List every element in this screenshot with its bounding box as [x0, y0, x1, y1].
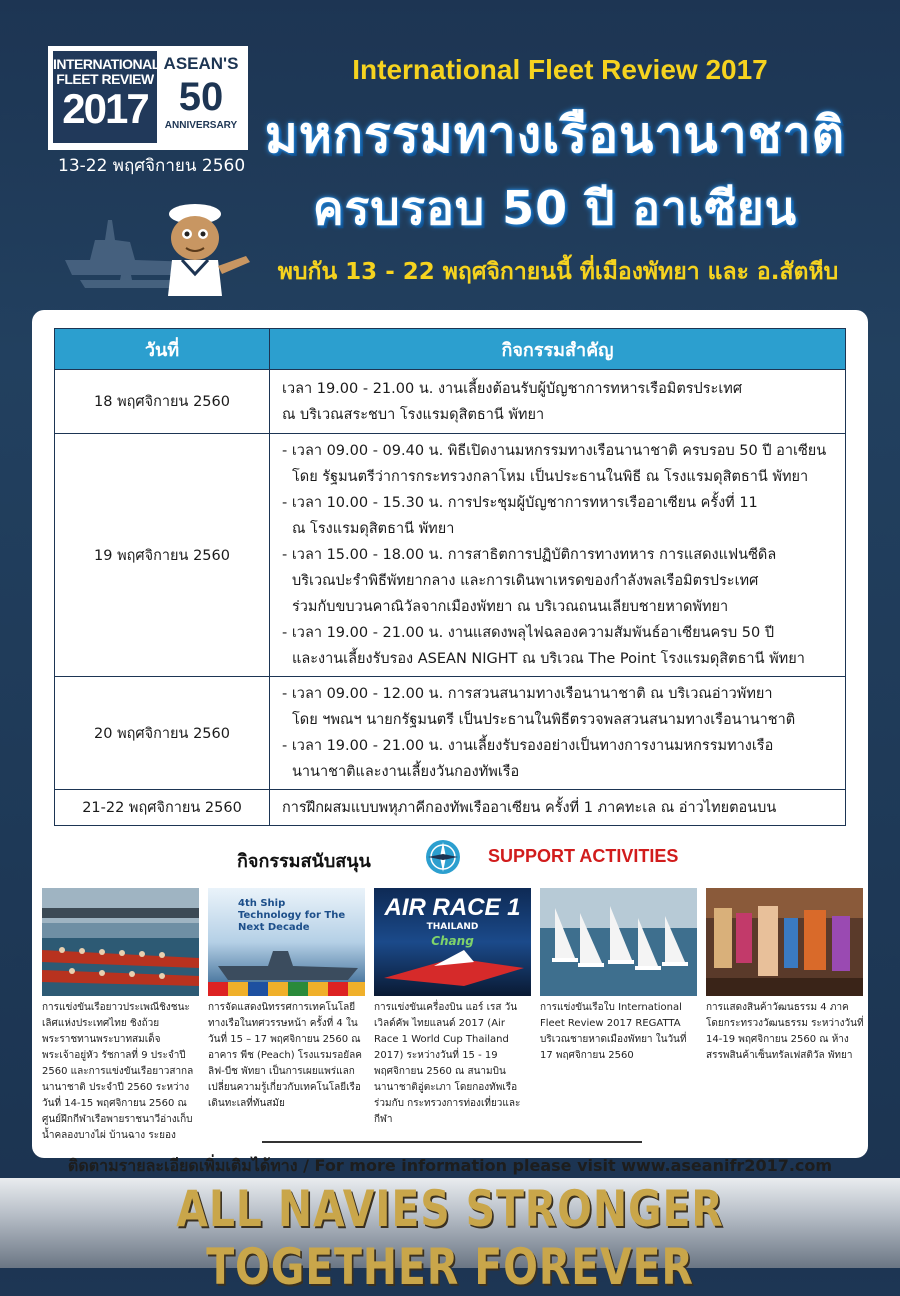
support-title-english: SUPPORT ACTIVITIES — [488, 846, 679, 866]
table-row — [55, 790, 846, 826]
schedule-table — [54, 328, 846, 826]
footer-divider — [262, 1141, 642, 1143]
column-header-activity: กิจกรรมสำคัญ — [270, 329, 846, 370]
row-activities — [270, 434, 846, 677]
activity-line: - เวลา 09.00 - 09.40 น. พิธีเปิดงานมหกรรมทางเรือนานาชาติ ครบรอบ 50 ปี อาเซียน — [282, 443, 827, 459]
table-row — [55, 434, 846, 677]
activity-line: - เวลา 19.00 - 21.00 น. งานแสดงพลุไฟฉลองความสัมพันธ์อาเซียนครบ 50 ปี — [282, 625, 775, 641]
ship-technology-poster — [208, 888, 365, 996]
cultural-market-photo — [706, 888, 863, 996]
ifr-logo-badge — [53, 51, 160, 143]
activity-line: ร่วมกับขบวนคาณิวัลจากเมืองพัทยา ณ บริเวณถนนเลียบชายหาดพัทยา — [292, 599, 729, 615]
logo-line-international: INTERNATIONAL — [53, 56, 160, 72]
poster-subtitle: THAILAND — [426, 922, 479, 932]
activity-line: - เวลา 19.00 - 21.00 น. งานเลี้ยงรับรองอย่างเป็นทางการงานมหกรรมทางเรือ — [282, 738, 774, 754]
support-caption: การจัดแสดงนิทรรศการเทคโนโลยีทางเรือในทศวรรษหน้า ครั้งที่ 4 ในวันที่ 15 – 17 พฤศจิกายน 2560 ณ อาคาร พีช (Peach) โรงแรมรอยัลคลิฟ-บีช พัทยา เป็นการเผยแพร่แลกเปลี่ยนความรู้เกี่ยวกับเทคโนโลยีเรือเดินทะเลที่ทันสมัย — [208, 1002, 362, 1109]
support-title-thai: กิจกรรมสนับสนุน — [237, 851, 371, 872]
more-info-text: ติดตามรายละเอียดเพิ่มเติมได้ทาง / For more information please visit www.aseanifr2017.com — [67, 1156, 833, 1175]
dragon-boat-race-photo — [42, 888, 199, 996]
title-thai-line2: ครบรอบ 50 ปี อาเซียน — [312, 181, 798, 235]
support-activities-heading — [32, 838, 868, 878]
row-date: 20 พฤศจิกายน 2560 — [55, 677, 270, 790]
sailing-regatta-photo — [540, 888, 697, 996]
activity-line: - เวลา 15.00 - 18.00 น. การสาธิตการปฏิบัติการทางทหาร การแสดงแฟนซีดิล — [282, 547, 777, 563]
activity-line: ณ โรงแรมดุสิตธานี พัทยา — [292, 521, 455, 537]
support-caption: การแสดงสินค้าวัฒนธรรม 4 ภาค โดยกระทรวงวัฒนธรรม ระหว่างวันที่ 14-19 พฤศจิกายน 2560 ณ ห้างสรรพสินค้าเซ็นทรัลเฟสติวัล พัทยา — [706, 1002, 864, 1061]
activity-line: เวลา 19.00 - 21.00 น. งานเลี้ยงต้อนรับผู้บัญชาการทหารเรือมิตรประเทศ — [282, 380, 743, 397]
row-date: 18 พฤศจิกายน 2560 — [55, 370, 270, 434]
support-caption: การแข่งขันเครื่องบิน แอร์ เรส วันเวิลด์คัพ ไทยแลนด์ 2017 (Air Race 1 World Cup Thailand 2017) ระหว่างวันที่ 15 - 19 พฤศจิกายน 2560 ณ สนามบินนานาชาติอู่ตะเภา โดยกองทัพเรือ ร่วมกับ กระทรวงการท่องเที่ยวและกีฬา — [374, 1002, 521, 1125]
ifr-2017-logo — [48, 46, 248, 150]
activity-line: บริเวณปะรำพิธีพัทยากลาง และการเดินพาเหรดของกำลังพลเรือมิตรประเทศ — [292, 573, 759, 589]
poster-title: 4th Ship Technology for The Next Decade — [238, 898, 346, 933]
activity-line: การฝึกผสมแบบพหุภาคีกองทัพเรืออาเซียน ครั้งที่ 1 ภาคทะเล ณ อ่าวไทยตอนบน — [282, 799, 777, 816]
activity-line: โดย รัฐมนตรีว่าการกระทรวงกลาโหม เป็นประธานในพิธี ณ โรงแรมดุสิตธานี พัทยา — [292, 469, 809, 485]
row-activities — [270, 677, 846, 790]
title-english: International Fleet Review 2017 — [352, 54, 768, 85]
table-row — [55, 370, 846, 434]
support-caption: การแข่งขันเรือใบ International Fleet Review 2017 REGATTA บริเวณชายหาดเมืองพัทยา ในวันที่ 17 พฤศจิกายน 2560 — [540, 1002, 687, 1061]
air-race-poster — [374, 888, 531, 996]
logo-anniversary: ANNIVERSARY — [164, 120, 238, 131]
logo-asean: ASEAN'S — [163, 54, 239, 73]
poster-title: AIR RACE 1 — [384, 894, 521, 921]
row-activities — [270, 370, 846, 434]
poster-brand: Chang — [431, 934, 474, 948]
activity-line: - เวลา 10.00 - 15.30 น. การประชุมผู้บัญชาการทหารเรืออาเซียน ครั้งที่ 11 — [282, 495, 758, 511]
logo-year: 2017 — [62, 85, 148, 132]
content-card — [32, 310, 868, 1158]
asean-50-logo — [160, 51, 242, 143]
logo-fifty: 50 — [178, 75, 224, 119]
column-header-date: วันที่ — [55, 329, 270, 370]
event-date-range: 13-22 พฤศจิกายน 2560 — [58, 156, 246, 176]
row-date: 19 พฤศจิกายน 2560 — [55, 434, 270, 677]
activity-line: โดย ฯพณฯ นายกรัฐมนตรี เป็นประธานในพิธีตรวจพลสวนสนามทางเรือนานาชาติ — [292, 712, 796, 728]
activity-line: ณ บริเวณสระชบา โรงแรมดุสิตธานี พัทยา — [282, 406, 545, 423]
event-subtitle: พบกัน 13 - 22 พฤศจิกายนนี้ ที่เมืองพัทยา และ อ.สัตหีบ — [277, 259, 839, 285]
race-plane-graphic — [374, 948, 531, 996]
row-date: 21-22 พฤศจิกายน 2560 — [55, 790, 270, 826]
footer-slogan: ALL NAVIES STRONGER TOGETHER FOREVER — [176, 1180, 724, 1296]
activity-line: และงานเลี้ยงรับรอง ASEAN NIGHT ณ บริเวณ The Point โรงแรมดุสิตธานี พัทยา — [292, 651, 805, 667]
activity-line: นานาชาติและงานเลี้ยงวันกองทัพเรือ — [292, 764, 520, 780]
activity-line: - เวลา 09.00 - 12.00 น. การสวนสนามทางเรือนานาชาติ ณ บริเวณอ่าวพัทยา — [282, 686, 773, 702]
logo-line-fleet-review: FLEET REVIEW — [56, 71, 154, 87]
table-row — [55, 677, 846, 790]
schedule-header-row — [55, 329, 846, 370]
support-caption: การแข่งขันเรือยาวประเพณีชิงชนะเลิศแห่งประเทศไทย ชิงถ้วยพระราชทานพระบาทสมเด็จพระเจ้าอยู่หัว รัชกาลที่ 9 ประจำปี 2560 และการแข่งขันเรือยาวสากลนานาชาติ ประจำปี 2560 ระหว่างวันที่ 14-15 พฤศจิกายน 2560 ณ ศูนย์ฝึกกีฬาเรือพายราชนาวีอ่างเก็บน้ำคลองบางไผ่ บ้านฉาง ระยอง — [42, 1002, 194, 1141]
row-activities — [270, 790, 846, 826]
compass-rose-icon — [424, 838, 462, 876]
title-thai-line1: มหกรรมทางเรือนานาชาติ — [264, 106, 846, 164]
warship-graphic — [208, 936, 365, 996]
